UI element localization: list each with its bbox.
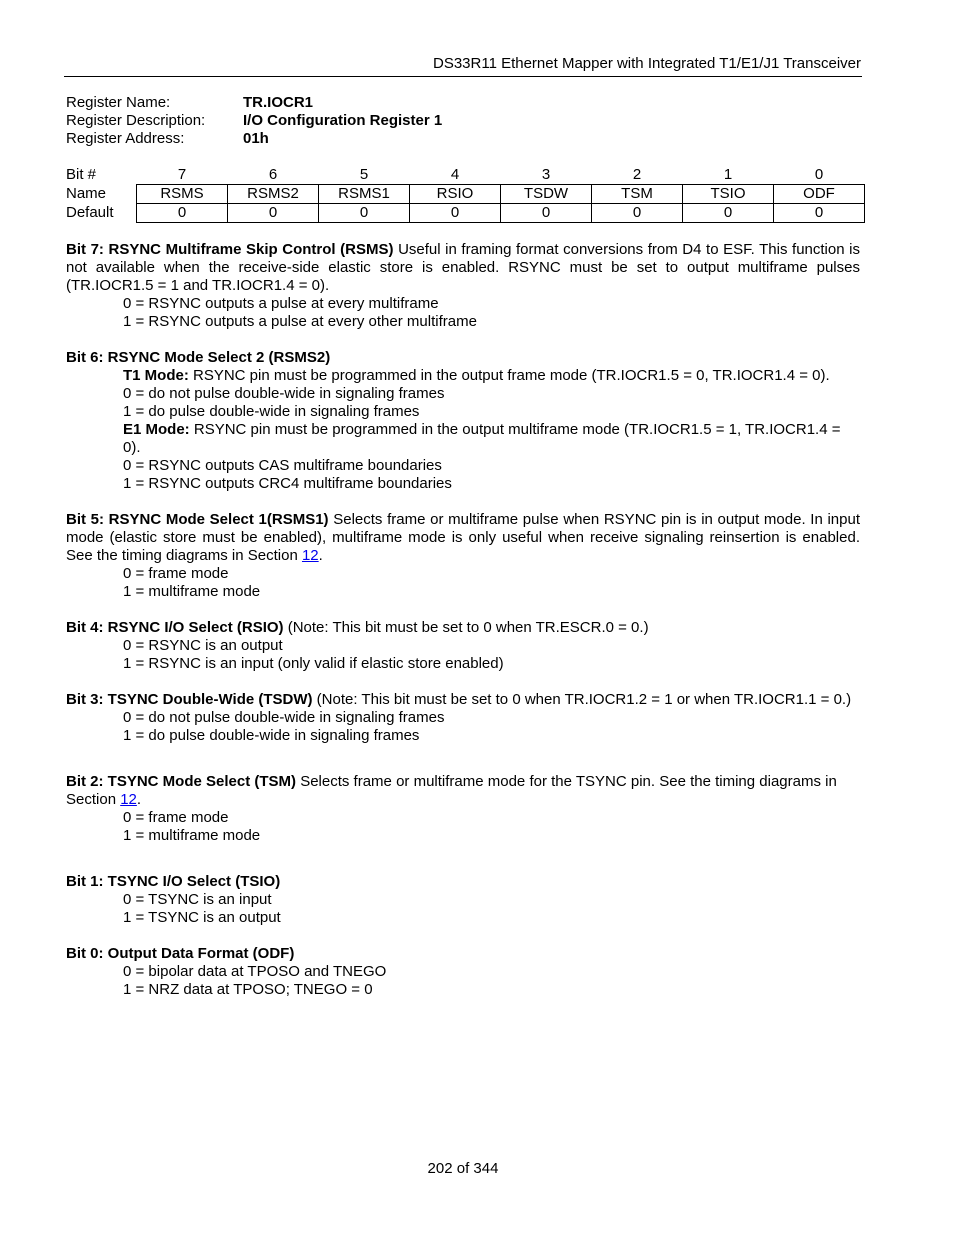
register-name-value: TR.IOCR1 <box>243 94 314 111</box>
bit4-text: (Note: This bit must be set to 0 when TR.ESCR.0 = 0.) <box>283 619 649 636</box>
bit-name-cell: TSDW <box>501 185 592 204</box>
bit-number-cell: 0 <box>814 166 824 183</box>
header-divider <box>64 76 862 77</box>
bit-default-cell: 0 <box>774 204 865 223</box>
bit3-option-0: 0 = do not pulse double-wide in signaling frames <box>123 709 445 726</box>
bit-default-cell: 0 <box>592 204 683 223</box>
bit1-option-1: 1 = TSYNC is an output <box>123 909 281 926</box>
bit7-text: Useful in framing format conversions from D4 to ESF. This function is not available when the receive-side elastic store is enabled. RSYNC must be set to output multiframe pulses (TR.IOCR1.5 = 1 and TR.IOCR1.4 = 0). <box>66 241 860 294</box>
register-description-value: I/O Configuration Register 1 <box>243 112 443 129</box>
bit-default-cell: 0 <box>137 204 228 223</box>
bit-default-row <box>64 204 865 223</box>
bit-default-cell: 0 <box>319 204 410 223</box>
bit2-text: Selects frame or multiframe mode for the TSYNC pin. See the timing diagrams in Section <box>66 773 837 808</box>
bit-name-cell: RSMS2 <box>228 185 319 204</box>
bit7-option-1: 1 = RSYNC outputs a pulse at every other multiframe <box>123 313 477 330</box>
register-name-label: Register Name: <box>66 94 171 111</box>
bit2-option-1: 1 = multiframe mode <box>123 827 261 844</box>
section-12-link[interactable]: 12 <box>301 547 319 564</box>
bit-number-cell: 6 <box>268 166 278 183</box>
bit6-e1-label: E1 Mode: <box>123 421 190 438</box>
bit5-option-0: 0 = frame mode <box>123 565 229 582</box>
bit6-t1-option-1: 1 = do pulse double-wide in signaling frames <box>123 403 420 420</box>
bit4-description <box>66 619 860 637</box>
bit-number-cell: 4 <box>450 166 460 183</box>
bit7-title: Bit 7: RSYNC Multiframe Skip Control (RSMS) <box>66 241 394 258</box>
bit4-title: Bit 4: RSYNC I/O Select (RSIO) <box>66 619 284 636</box>
bit-default-cell: 0 <box>501 204 592 223</box>
bit6-t1-label: T1 Mode: <box>123 367 189 384</box>
bit5-option-1: 1 = multiframe mode <box>123 583 261 600</box>
register-info <box>66 94 442 148</box>
register-description-row <box>66 112 442 130</box>
bit-default-cell: 0 <box>410 204 501 223</box>
bit2-option-0: 0 = frame mode <box>123 809 229 826</box>
bit6-e1-mode <box>66 421 860 457</box>
bit-name-cell: RSMS <box>137 185 228 204</box>
bit6-e1-option-0: 0 = RSYNC outputs CAS multiframe boundaries <box>123 457 442 474</box>
bit2-text-end: . <box>136 791 142 808</box>
register-address-value: 01h <box>243 130 269 147</box>
bit2-title: Bit 2: TSYNC Mode Select (TSM) <box>66 773 297 790</box>
bit-descriptions <box>66 241 860 999</box>
bit-name-cell: RSIO <box>410 185 501 204</box>
bit5-text: Selects frame or multiframe pulse when RSYNC pin is in output mode. In input mode (elastic store must be enabled), multiframe mode is only useful when receive signaling reinsertion is enabled. See the timing diagrams in Section <box>66 511 860 564</box>
bit-number-cell: 1 <box>723 166 733 183</box>
section-12-link[interactable]: 12 <box>120 791 137 808</box>
bit-default-cell: 0 <box>683 204 774 223</box>
bit5-text-end: . <box>318 547 323 564</box>
bit1-option-0: 0 = TSYNC is an input <box>123 891 272 908</box>
register-name-row <box>66 94 442 112</box>
bit-number-label: Bit # <box>66 166 97 184</box>
bit0-title: Bit 0: Output Data Format (ODF) <box>66 945 295 962</box>
bit6-t1-option-0: 0 = do not pulse double-wide in signaling frames <box>123 385 445 402</box>
bit0-option-1: 1 = NRZ data at TPOSO; TNEGO = 0 <box>123 981 373 998</box>
bit-number-cell: 2 <box>632 166 642 183</box>
register-description-label: Register Description: <box>66 112 206 129</box>
register-bit-table <box>64 166 865 223</box>
bit-default-cell: 0 <box>228 204 319 223</box>
register-address-label: Register Address: <box>66 130 185 147</box>
bit-number-cell: 3 <box>541 166 551 183</box>
bit2-description <box>66 773 860 809</box>
bit0-option-0: 0 = bipolar data at TPOSO and TNEGO <box>123 963 387 980</box>
bit6-title: Bit 6: RSYNC Mode Select 2 (RSMS2) <box>66 349 331 366</box>
bit-name-label: Name <box>66 185 107 202</box>
register-address-row <box>66 130 442 148</box>
bit3-title: Bit 3: TSYNC Double-Wide (TSDW) <box>66 691 313 708</box>
bit4-option-0: 0 = RSYNC is an output <box>123 637 283 654</box>
bit6-e1-option-1: 1 = RSYNC outputs CRC4 multiframe boundaries <box>123 475 452 492</box>
document-header-title: DS33R11 Ethernet Mapper with Integrated T1/E1/J1 Transceiver <box>432 55 861 72</box>
bit6-t1-mode <box>66 367 860 385</box>
bit3-option-1: 1 = do pulse double-wide in signaling frames <box>123 727 420 744</box>
page-number: 202 of 344 <box>427 1160 499 1177</box>
bit6-e1-text: RSYNC pin must be programmed in the output multiframe mode (TR.IOCR1.5 = 1, TR.IOCR1.4 = 0). <box>123 421 841 456</box>
bit-name-cell: RSMS1 <box>319 185 410 204</box>
bit7-option-0: 0 = RSYNC outputs a pulse at every multiframe <box>123 295 439 312</box>
bit-number-cell: 7 <box>177 166 187 183</box>
bit-name-cell: ODF <box>774 185 865 204</box>
bit-name-cell: TSM <box>592 185 683 204</box>
bit-number-cell: 5 <box>359 166 369 183</box>
bit6-t1-text: RSYNC pin must be programmed in the output frame mode (TR.IOCR1.5 = 0, TR.IOCR1.4 = 0). <box>188 367 830 384</box>
bit3-text: (Note: This bit must be set to 0 when TR.IOCR1.2 = 1 or when TR.IOCR1.1 = 0.) <box>312 691 852 708</box>
bit3-description <box>66 691 860 709</box>
bit-number-row <box>64 166 865 185</box>
bit-name-row <box>64 185 865 204</box>
bit-default-label: Default <box>66 204 114 221</box>
bit-name-cell: TSIO <box>683 185 774 204</box>
bit7-description <box>66 241 860 295</box>
bit5-description <box>66 511 860 565</box>
bit5-title: Bit 5: RSYNC Mode Select 1(RSMS1) <box>66 511 329 528</box>
bit4-option-1: 1 = RSYNC is an input (only valid if elastic store enabled) <box>123 655 504 672</box>
bit1-title: Bit 1: TSYNC I/O Select (TSIO) <box>66 873 281 890</box>
